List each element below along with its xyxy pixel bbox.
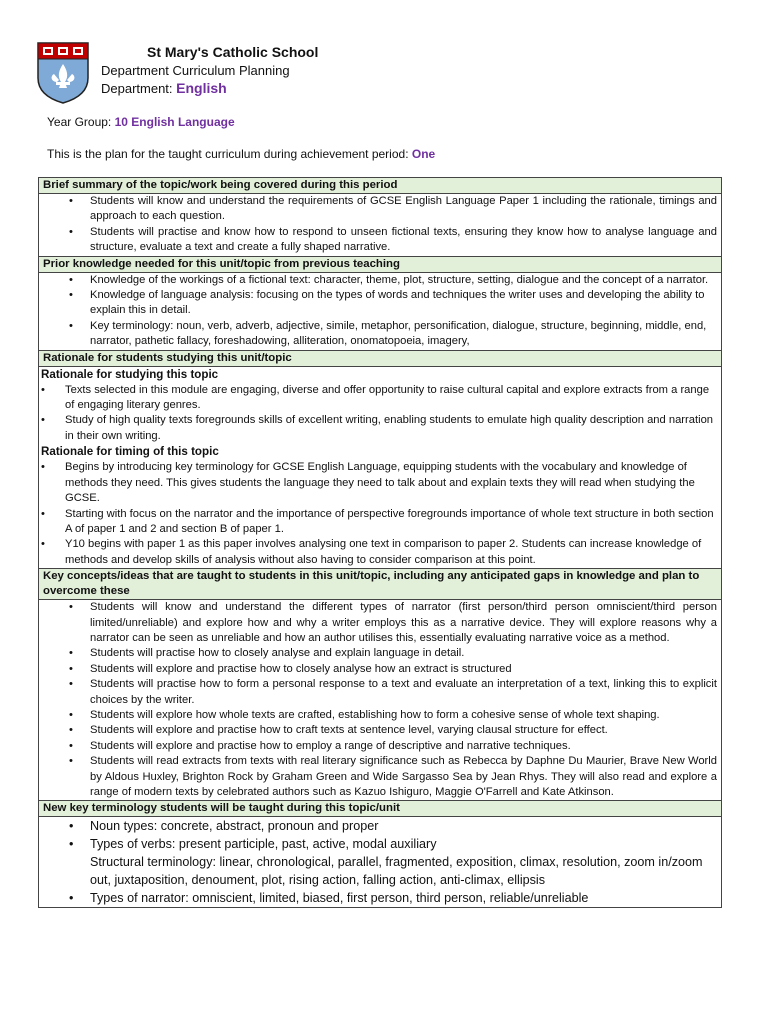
rationale-header-row bbox=[39, 350, 722, 366]
prior-content-row bbox=[39, 272, 722, 350]
department-planning-title: Department Curriculum Planning bbox=[101, 63, 290, 78]
list-item: • Students will read extracts from texts with real literary significance such as Rebecca by Daphne Du Maurier, Brave New World by Aldous Huxley, Brighton Rock by Graham Green and Wide Sargasso Sea by Jean Rhys. They will also read and explore a range of modern texts by celebrated authors such as Kazuo Ishiguro, Maggie O'Farrell and Kate Atkinson. bbox=[43, 754, 717, 800]
list-item: • Students will explore how whole texts are crafted, establishing how to form a cohesive sense of whole text shaping. bbox=[43, 708, 717, 723]
key-concepts-cell bbox=[39, 600, 722, 801]
list-item: • Students will explore and practise how to employ a range of descriptive and narrative techniques. bbox=[43, 739, 717, 754]
list-item: • Students will know and understand the different types of narrator (first person/third person omniscient/third person limited/unreliable) and explore how and why a writer employs this as a narrative device. They will explore reasons why a narrator can be seen as unreliable and how an author utilises this, essentially evaluating narrative voice as a method. bbox=[43, 600, 717, 646]
summary-header-row bbox=[39, 178, 722, 194]
achievement-period-text: This is the plan for the taught curriculum during achievement period: bbox=[47, 147, 409, 161]
summary-list bbox=[43, 194, 717, 256]
prior-knowledge-list bbox=[43, 273, 717, 350]
rationale-timing-list bbox=[41, 460, 717, 568]
rationale-studying-list bbox=[41, 383, 717, 445]
key-concepts-list bbox=[43, 600, 717, 800]
concepts-content-row bbox=[39, 600, 722, 801]
summary-content-row bbox=[39, 194, 722, 257]
year-group-line bbox=[47, 115, 235, 129]
list-item: • Y10 begins with paper 1 as this paper involves analysing one text in comparison to paper 2. Students can increase knowledge of methods and develop skills of analysis without also having to consider comparison at this point. bbox=[41, 537, 717, 568]
list-item: • Students will practise and know how to respond to unseen fictional texts, ensuring they know how to analyse language and structure, evaluate a text and create a fully shaped narrative. bbox=[43, 225, 717, 256]
school-name: St Mary's Catholic School bbox=[147, 44, 319, 60]
rationale-content-row bbox=[39, 366, 722, 568]
terminology-header-row bbox=[39, 801, 722, 817]
list-item: • Key terminology: noun, verb, adverb, adjective, simile, metaphor, personification, dialogue, structure, beginning, middle, end, narrator, pathetic fallacy, foreshadowing, alliteration, onomatopoeia, imagery, bbox=[43, 319, 717, 350]
curriculum-plan-table bbox=[38, 177, 722, 908]
key-concepts-header: Key concepts/ideas that are taught to students in this unit/topic, including any anticipated gaps in knowledge and plan to overcome these bbox=[39, 569, 722, 600]
list-item: • Starting with focus on the narrator and the importance of perspective foregrounds importance of whole text structure in both section A of paper 1 and 2 and section B of paper 1. bbox=[41, 507, 717, 538]
concepts-header-row bbox=[39, 569, 722, 600]
summary-header: Brief summary of the topic/work being covered during this period bbox=[39, 178, 722, 194]
achievement-period-line bbox=[47, 147, 435, 161]
list-item: • Knowledge of language analysis: focusing on the types of words and techniques the writer uses and developing the ability to explain this in detail. bbox=[43, 288, 717, 319]
rationale-header: Rationale for students studying this unit/topic bbox=[39, 350, 722, 366]
summary-cell bbox=[39, 194, 722, 257]
list-item: • Noun types: concrete, abstract, pronoun and proper bbox=[43, 817, 717, 835]
list-item: • Students will practise how to form a personal response to a text and evaluate an interpretation of a text, linking this to explicit choices by the writer. bbox=[43, 677, 717, 708]
prior-header-row bbox=[39, 256, 722, 272]
list-item: • Knowledge of the workings of a fictional text: character, theme, plot, structure, setting, dialogue and the concept of a narrator. bbox=[43, 273, 717, 288]
list-item: • Students will explore and practise how to craft texts at sentence level, varying clausal structure for effect. bbox=[43, 723, 717, 738]
prior-knowledge-header: Prior knowledge needed for this unit/topic from previous teaching bbox=[39, 256, 722, 272]
department-label: Department: bbox=[101, 81, 173, 96]
list-item: • Begins by introducing key terminology for GCSE English Language, equipping students with the vocabulary and knowledge of methods they need. This gives students the language they need to talk about and explain texts they will read when studying the GCSE. bbox=[41, 460, 717, 506]
list-item: • Students will explore and practise how to closely analyse how an extract is structured bbox=[43, 662, 717, 677]
list-item: • Study of high quality texts foregrounds skills of excellent writing, enabling students to emulate high quality description and narration in their own writing. bbox=[41, 413, 717, 444]
department-line bbox=[101, 80, 227, 96]
rationale-studying-subheading: Rationale for studying this topic bbox=[41, 367, 219, 381]
list-item: • Texts selected in this module are engaging, diverse and offer opportunity to raise cultural capital and explore extracts from a range of engaging literary genres. bbox=[41, 383, 717, 414]
list-item: • Types of narrator: omniscient, limited, biased, first person, third person, reliable/unreliable bbox=[43, 889, 717, 907]
department-value: English bbox=[176, 80, 227, 96]
list-item: • Students will know and understand the requirements of GCSE English Language Paper 1 including the rationale, timings and approach to each question. bbox=[43, 194, 717, 225]
prior-knowledge-cell bbox=[39, 272, 722, 350]
rationale-cell bbox=[39, 366, 722, 568]
terminology-content-row bbox=[39, 817, 722, 908]
rationale-timing-subheading: Rationale for timing of this topic bbox=[41, 445, 219, 459]
key-terminology-header: New key terminology students will be taught during this topic/unit bbox=[39, 801, 722, 817]
achievement-period-value: One bbox=[411, 147, 436, 161]
list-item: • Students will practise how to closely analyse and explain language in detail. bbox=[43, 646, 717, 661]
list-item: • Types of verbs: present participle, past, active, modal auxiliary bbox=[43, 835, 717, 853]
school-crest-logo bbox=[37, 42, 89, 104]
key-terminology-list bbox=[43, 817, 717, 907]
year-group-label: Year Group: bbox=[47, 115, 112, 129]
key-terminology-cell bbox=[39, 817, 722, 908]
list-item: Structural terminology: linear, chronological, parallel, fragmented, exposition, climax, resolution, zoom in/zoom out, juxtaposition, denoument, plot, rising action, falling action, anti-climax, ellipsis bbox=[90, 855, 703, 888]
year-group-value: 10 English Language bbox=[114, 115, 235, 129]
